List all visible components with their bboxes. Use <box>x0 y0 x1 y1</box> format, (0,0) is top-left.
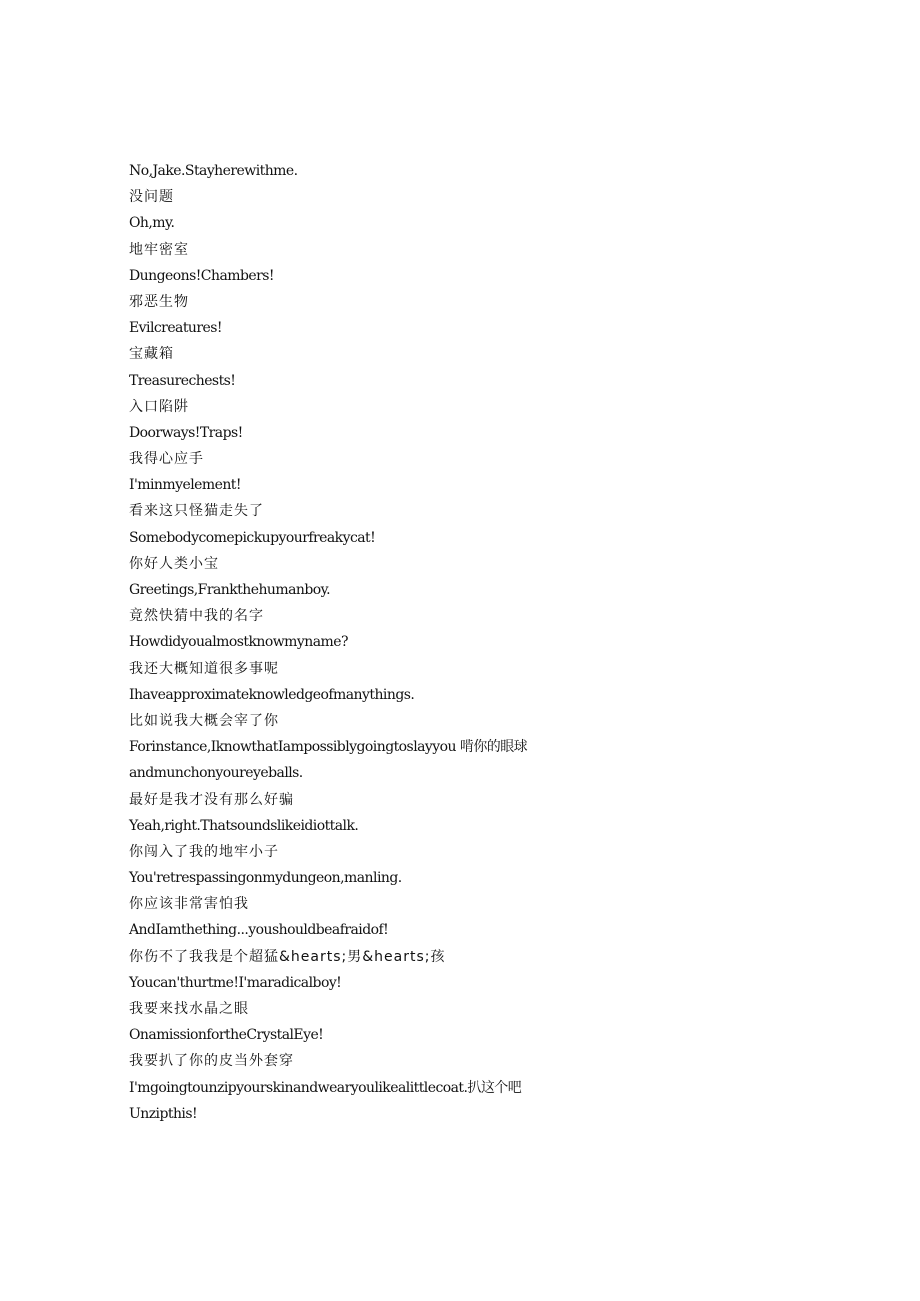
text-line: Somebodycomepickupyourfreakycat! <box>129 529 376 546</box>
text-line: 我还大概知道很多事呢 <box>129 660 279 677</box>
text-line: Youcan'thurtme!I'maradicalboy! <box>129 974 342 991</box>
text-line: I'mgoingtounzipyourskinandwearyoulikealittlecoat.扒这个吧 <box>129 1079 522 1096</box>
text-line: You'retrespassingonmydungeon,manling. <box>129 870 402 887</box>
text-line: Greetings,Frankthehumanboy. <box>129 582 331 598</box>
text-line: Evilcreatures! <box>129 320 222 337</box>
text-line: 我要扒了你的皮当外套穿 <box>129 1053 294 1070</box>
text-line: 邪恶生物 <box>129 293 189 310</box>
text-line: Doorways!Traps! <box>129 424 243 441</box>
text-line: 我要来找水晶之眼 <box>129 1001 249 1017</box>
text-line: Treasurechests! <box>129 372 236 389</box>
subtitle-text-body <box>129 158 849 1127</box>
text-line: Unzipthis! <box>129 1105 198 1122</box>
text-line: Oh,my. <box>129 215 175 232</box>
text-line: 地牢密室 <box>129 241 189 258</box>
text-line: 宝藏箱 <box>129 346 174 363</box>
text-line: Dungeons!Chambers! <box>129 267 274 284</box>
text-line: Ihaveapproximateknowledgeofmanythings. <box>129 686 415 703</box>
text-line: 没问题 <box>129 189 174 206</box>
text-line: 你应该非常害怕我 <box>129 896 249 913</box>
text-line: 你伤不了我我是个超猛&hearts;男&hearts;孩 <box>129 948 446 965</box>
text-line: OnamissionfortheCrystalEye! <box>129 1027 324 1044</box>
text-line: No,Jake.Stayherewithme. <box>129 163 298 179</box>
text-line: 入口陷阱 <box>129 398 189 415</box>
text-line: AndIamthething...youshouldbeafraidof! <box>129 922 389 939</box>
text-line: 最好是我才没有那么好骗 <box>129 791 294 808</box>
text-line: 我得心应手 <box>129 451 204 468</box>
text-line: 你好人类小宝 <box>129 555 219 572</box>
text-line: 看来这只怪猫走失了 <box>129 503 264 520</box>
text-line: 你闯入了我的地牢小子 <box>129 843 279 860</box>
text-line: andmunchonyoureyeballs. <box>129 765 303 782</box>
text-line: Forinstance,IknowthatIampossiblygoingtoslayyou 啃你的眼球 <box>129 739 528 756</box>
text-line: Howdidyoualmostknowmyname? <box>129 634 348 651</box>
text-line: 比如说我大概会宰了你 <box>129 712 279 729</box>
text-line: I'minmyelement! <box>129 477 241 494</box>
text-line: 竟然快猜中我的名字 <box>129 608 264 625</box>
text-line: Yeah,right.Thatsoundslikeidiottalk. <box>129 817 359 834</box>
